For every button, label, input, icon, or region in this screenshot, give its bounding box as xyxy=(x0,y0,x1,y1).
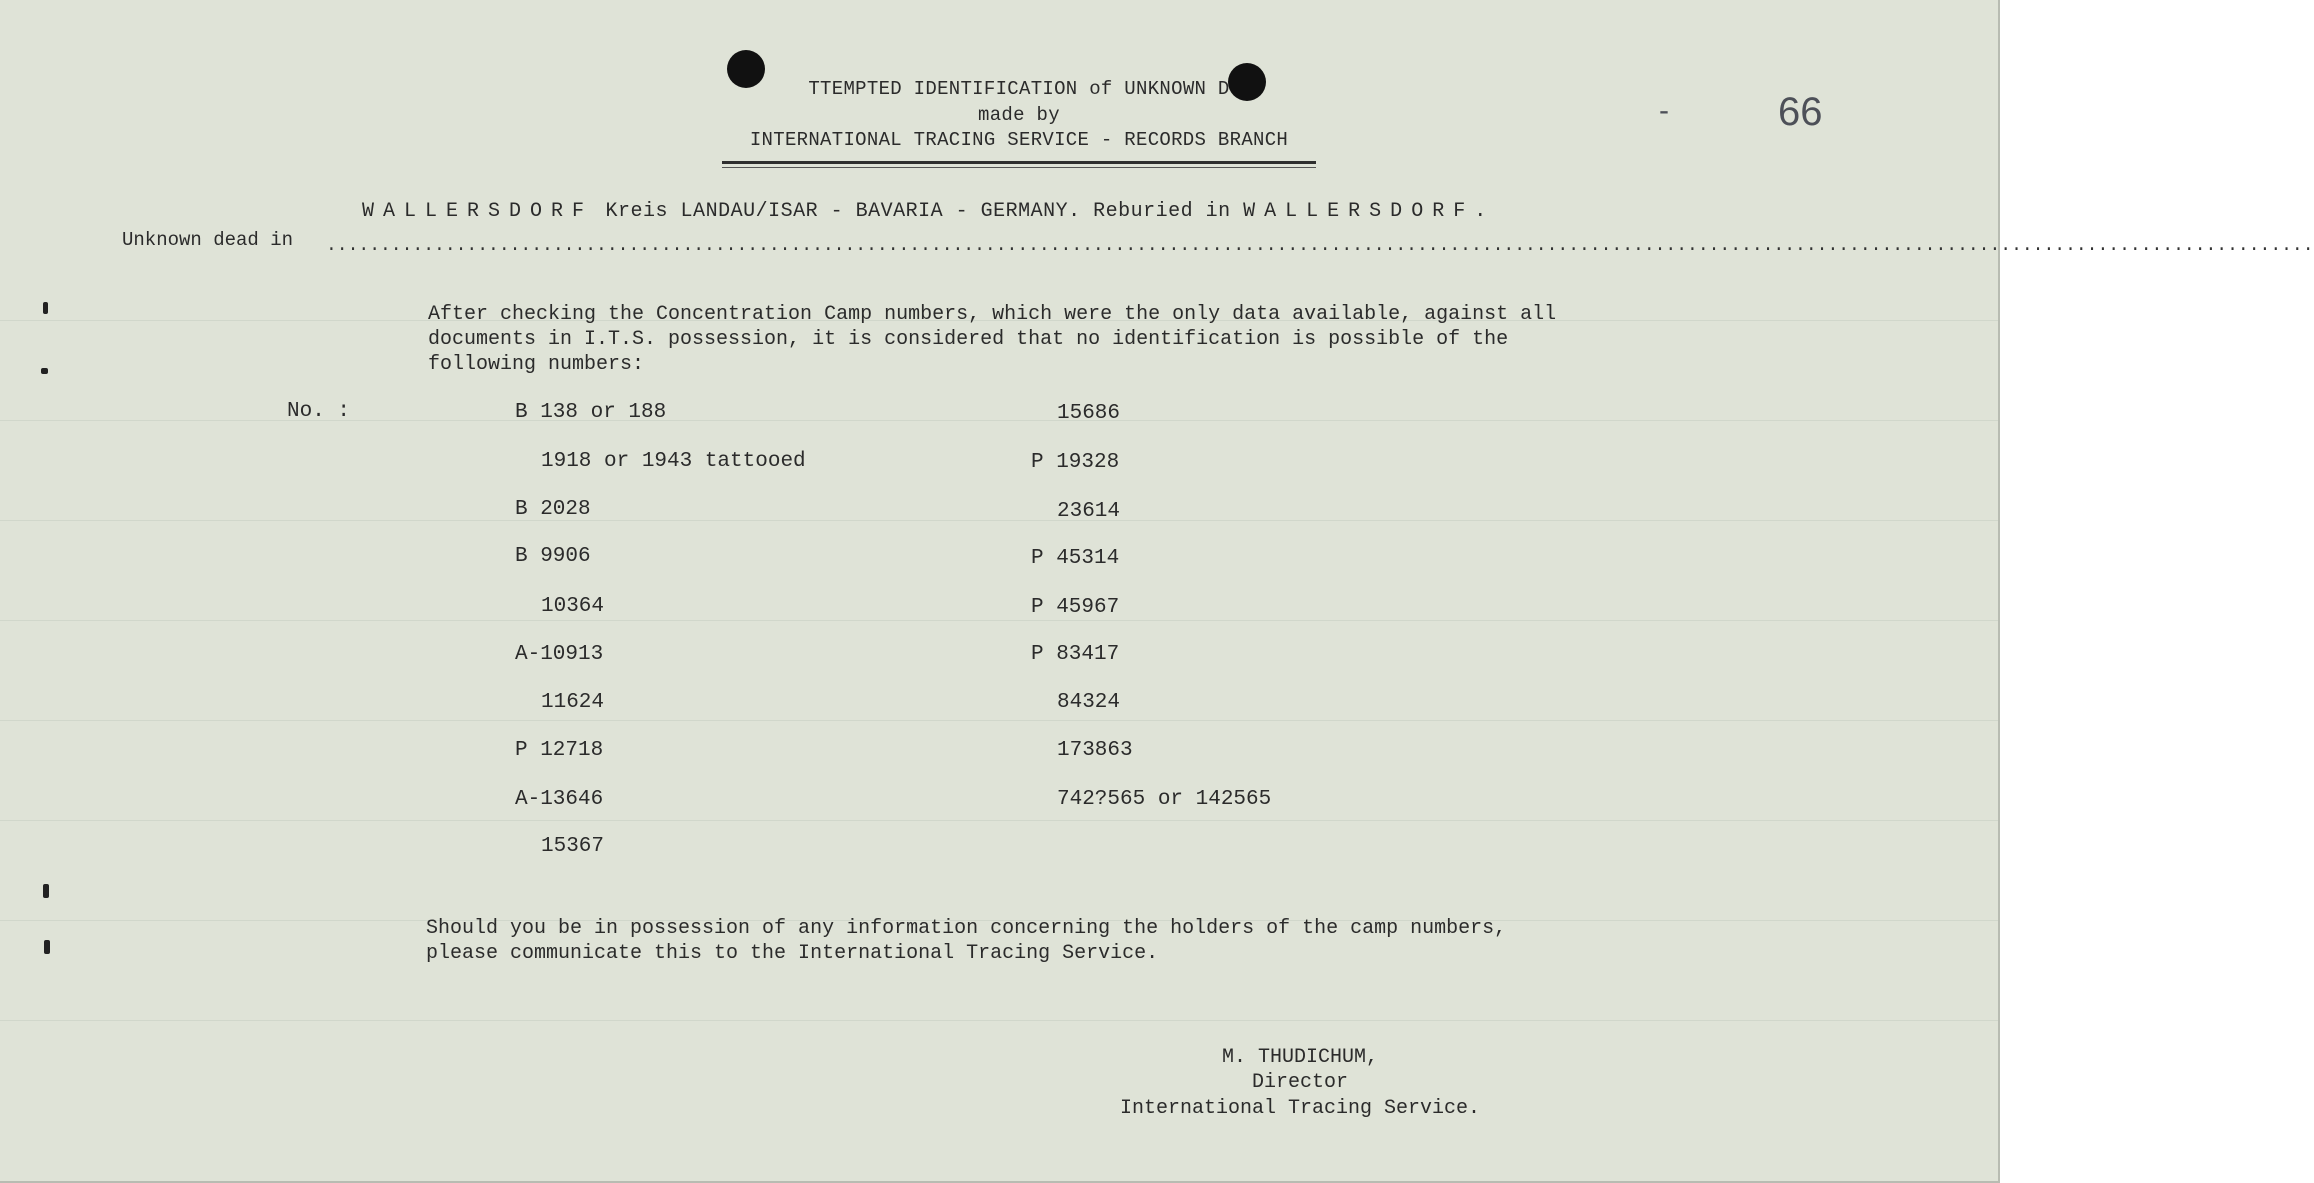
reburial-place: WALLERSDORF xyxy=(1243,200,1475,223)
paper-rule xyxy=(0,820,1998,821)
camp-number: 15686 xyxy=(1057,402,1121,425)
camp-number: A-10913 xyxy=(515,643,604,666)
page-mark: - xyxy=(1659,94,1669,127)
header-underline xyxy=(722,161,1316,164)
camp-number: P 83417 xyxy=(1031,643,1120,666)
place-name: WALLERSDORF xyxy=(362,200,594,223)
document-title: TTEMPTED IDENTIFICATION of UNKNOWN D xyxy=(808,78,1230,100)
dotted-leader: ........................................................................................................................................................................................ xyxy=(326,236,2314,256)
location-line xyxy=(362,200,1487,223)
made-by-line: made by xyxy=(978,104,1060,126)
location-end: . xyxy=(1474,200,1487,223)
camp-number: 84324 xyxy=(1057,691,1121,714)
intro-line-1: After checking the Concentration Camp numbers, which were the only data available, against all xyxy=(428,303,1557,326)
intro-line-3: following numbers: xyxy=(428,353,645,376)
camp-number: B 138 or 188 xyxy=(515,401,667,424)
camp-number: 10364 xyxy=(541,595,605,618)
camp-number: B 2028 xyxy=(515,498,591,521)
margin-mark xyxy=(41,368,48,374)
camp-number: P 12718 xyxy=(515,739,604,762)
camp-number: 23614 xyxy=(1057,500,1121,523)
camp-number: 15367 xyxy=(541,835,605,858)
camp-number: 1918 or 1943 tattooed xyxy=(541,450,806,473)
signatory-name: M. THUDICHUM, xyxy=(1221,1046,1379,1069)
signatory-title: Director xyxy=(1251,1071,1348,1094)
camp-number: 173863 xyxy=(1057,739,1133,762)
camp-number: 11624 xyxy=(541,691,605,714)
camp-number: P 19328 xyxy=(1031,451,1120,474)
paper-rule xyxy=(0,720,1998,721)
paper-rule xyxy=(0,1020,1998,1021)
location-detail: Kreis LANDAU/ISAR - BAVARIA - GERMANY. Reburied in xyxy=(605,200,1231,223)
paper-rule xyxy=(0,520,1998,521)
margin-mark xyxy=(43,302,48,314)
margin-mark xyxy=(43,884,49,898)
closing-line-1: Should you be in possession of any information concerning the holders of the camp numbers, xyxy=(426,917,1507,940)
page-number: 66 xyxy=(1778,90,1823,134)
paper-rule xyxy=(0,620,1998,621)
camp-number: P 45314 xyxy=(1031,547,1120,570)
signatory-org: International Tracing Service. xyxy=(1119,1097,1481,1120)
camp-number: P 45967 xyxy=(1031,596,1120,619)
organization-line: INTERNATIONAL TRACING SERVICE - RECORDS BRANCH xyxy=(749,129,1289,151)
camp-number: B 9906 xyxy=(515,545,591,568)
unknown-dead-label: Unknown dead in xyxy=(122,229,294,251)
camp-number: 742?565 or 142565 xyxy=(1057,788,1272,811)
header-underline-thin xyxy=(722,167,1316,168)
intro-line-2: documents in I.T.S. possession, it is considered that no identification is possible of the xyxy=(428,328,1509,351)
numbers-label: No. : xyxy=(287,400,351,423)
closing-line-2: please communicate this to the International Tracing Service. xyxy=(426,942,1159,965)
camp-number: A-13646 xyxy=(515,788,604,811)
margin-mark xyxy=(44,940,50,954)
